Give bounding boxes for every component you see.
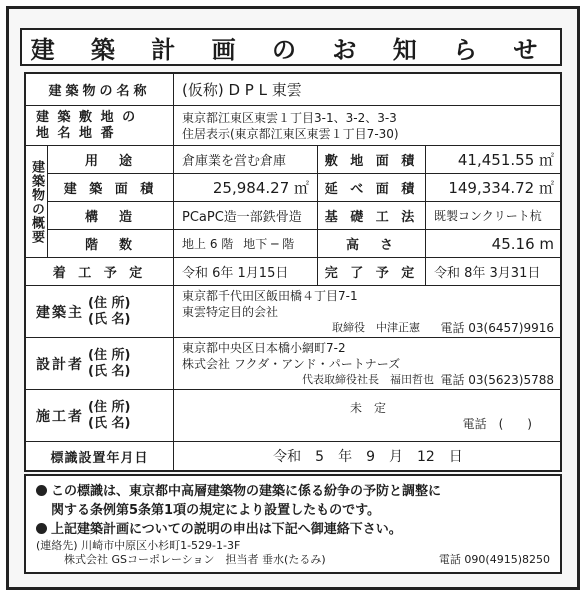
floor-area-value: 149,334.72 ㎡ xyxy=(426,174,562,202)
end-value: 令和 8年 3月31日 xyxy=(426,258,562,286)
use-label: 用 途 xyxy=(48,146,174,174)
owner-name-label: (氏 名) xyxy=(88,311,131,327)
contractor-label-cell xyxy=(26,390,174,442)
building-name-label: 建築物の名称 xyxy=(26,74,174,106)
building-area-value: 25,984.27 ㎡ xyxy=(174,174,318,202)
site-label-2: 地 名 地 番 xyxy=(36,125,116,141)
bullet-icon xyxy=(36,523,47,534)
floors-above: 地上 6 階 xyxy=(182,237,234,251)
note-line-2: 関する条例第5条第1項の規定により設置したものです。 xyxy=(51,503,381,518)
end-label: 完 了 予 定 xyxy=(318,258,426,286)
contact-line-2 xyxy=(36,553,550,567)
designer-address-label: (住 所) xyxy=(88,347,131,363)
height-value: 45.16 m xyxy=(426,230,562,258)
owner-value xyxy=(174,286,562,338)
designer-address: 東京都中央区日本橋小網町7-2 xyxy=(182,340,346,355)
owner-company: 東雲特定目的会社 xyxy=(182,304,279,319)
designer-sublabels xyxy=(88,348,130,380)
structure-label: 構 造 xyxy=(48,202,174,230)
height-label: 高 さ xyxy=(318,230,426,258)
site-area-label: 敷 地 面 積 xyxy=(318,146,426,174)
designer-name-label: (氏 名) xyxy=(88,363,131,379)
floors-label: 階 数 xyxy=(48,230,174,258)
site-address: 東京都江東区東雲１丁目3-1、3-2、3-3 xyxy=(182,110,397,125)
designer-label: 設計者 xyxy=(36,356,84,373)
designer-value xyxy=(174,338,562,390)
site-area-value: 41,451.55 ㎡ xyxy=(426,146,562,174)
floor-area-label: 延 べ 面 積 xyxy=(318,174,426,202)
structure-value: PCaPC造一部鉄骨造 xyxy=(174,202,318,230)
foundation-label: 基 礎 工 法 xyxy=(318,202,426,230)
site-label-1: 建 築 敷 地 の xyxy=(36,109,138,125)
foundation-value: 既製コンクリート杭 xyxy=(426,202,562,230)
contact-line-1: (連絡先) 川崎市中原区小杉町1-529-1-3F xyxy=(36,539,241,552)
floors-value xyxy=(174,230,318,258)
owner-address-label: (住 所) xyxy=(88,295,131,311)
start-value: 令和 6年 1月15日 xyxy=(174,258,318,286)
owner-label: 建築主 xyxy=(36,304,84,321)
start-label: 着 工 予 定 xyxy=(26,258,174,286)
contractor-address-label: (住 所) xyxy=(88,399,131,415)
site-display: 住居表示(東京都江東区東雲１丁目7-30) xyxy=(182,126,399,141)
site-label xyxy=(26,106,174,146)
building-area-label: 建 築 面 積 xyxy=(48,174,174,202)
outline-group-label: 建築物の概要 xyxy=(26,146,48,258)
contact-tel: 電話 090(4915)8250 xyxy=(438,553,550,566)
note-line-1: この標識は、東京都中高層建築物の建築に係る紛争の予防と調整に xyxy=(51,484,442,499)
bullet-icon xyxy=(36,485,47,496)
designer-tel: 電話 03(5623)5788 xyxy=(440,372,554,387)
owner-address: 東京都千代田区飯田橋４丁目7-1 xyxy=(182,288,358,303)
site-value xyxy=(174,106,562,146)
contractor-tel: 電話 ( ) xyxy=(462,416,532,431)
contractor-value xyxy=(174,390,562,442)
designer-label-cell xyxy=(26,338,174,390)
sign-title: 建 築 計 画 の お 知 ら せ xyxy=(20,28,562,66)
use-value: 倉庫業を営む倉庫 xyxy=(174,146,318,174)
posted-value: 令和 5 年 9 月 12 日 xyxy=(273,449,463,465)
plan-table xyxy=(24,72,562,472)
contractor-label: 施工者 xyxy=(36,408,84,425)
building-name-value: (仮称) D P L 東雲 xyxy=(174,74,562,106)
posted-label: 標識設置年月日 xyxy=(26,442,174,470)
contact-company: 株式会社 GSコーポレーション 担当者 垂水(たるみ) xyxy=(64,553,326,566)
notice-notes xyxy=(24,474,562,574)
designer-company: 株式会社 フクダ・アンド・パートナーズ xyxy=(182,356,401,371)
owner-tel: 電話 03(6457)9916 xyxy=(440,320,554,335)
owner-sublabels xyxy=(88,296,130,328)
contractor-sublabels xyxy=(88,400,130,432)
floors-below: 地下 ─ 階 xyxy=(243,237,295,251)
contractor-name-label: (氏 名) xyxy=(88,415,131,431)
designer-rep: 代表取締役社長 福田哲也 xyxy=(302,372,434,386)
contractor-undecided: 未 定 xyxy=(349,400,386,415)
owner-label-cell xyxy=(26,286,174,338)
owner-rep: 取締役 中津正憲 xyxy=(332,320,420,334)
note-line-3: 上記建築計画についての説明の申出は下記へ御連絡下さい。 xyxy=(51,522,402,537)
